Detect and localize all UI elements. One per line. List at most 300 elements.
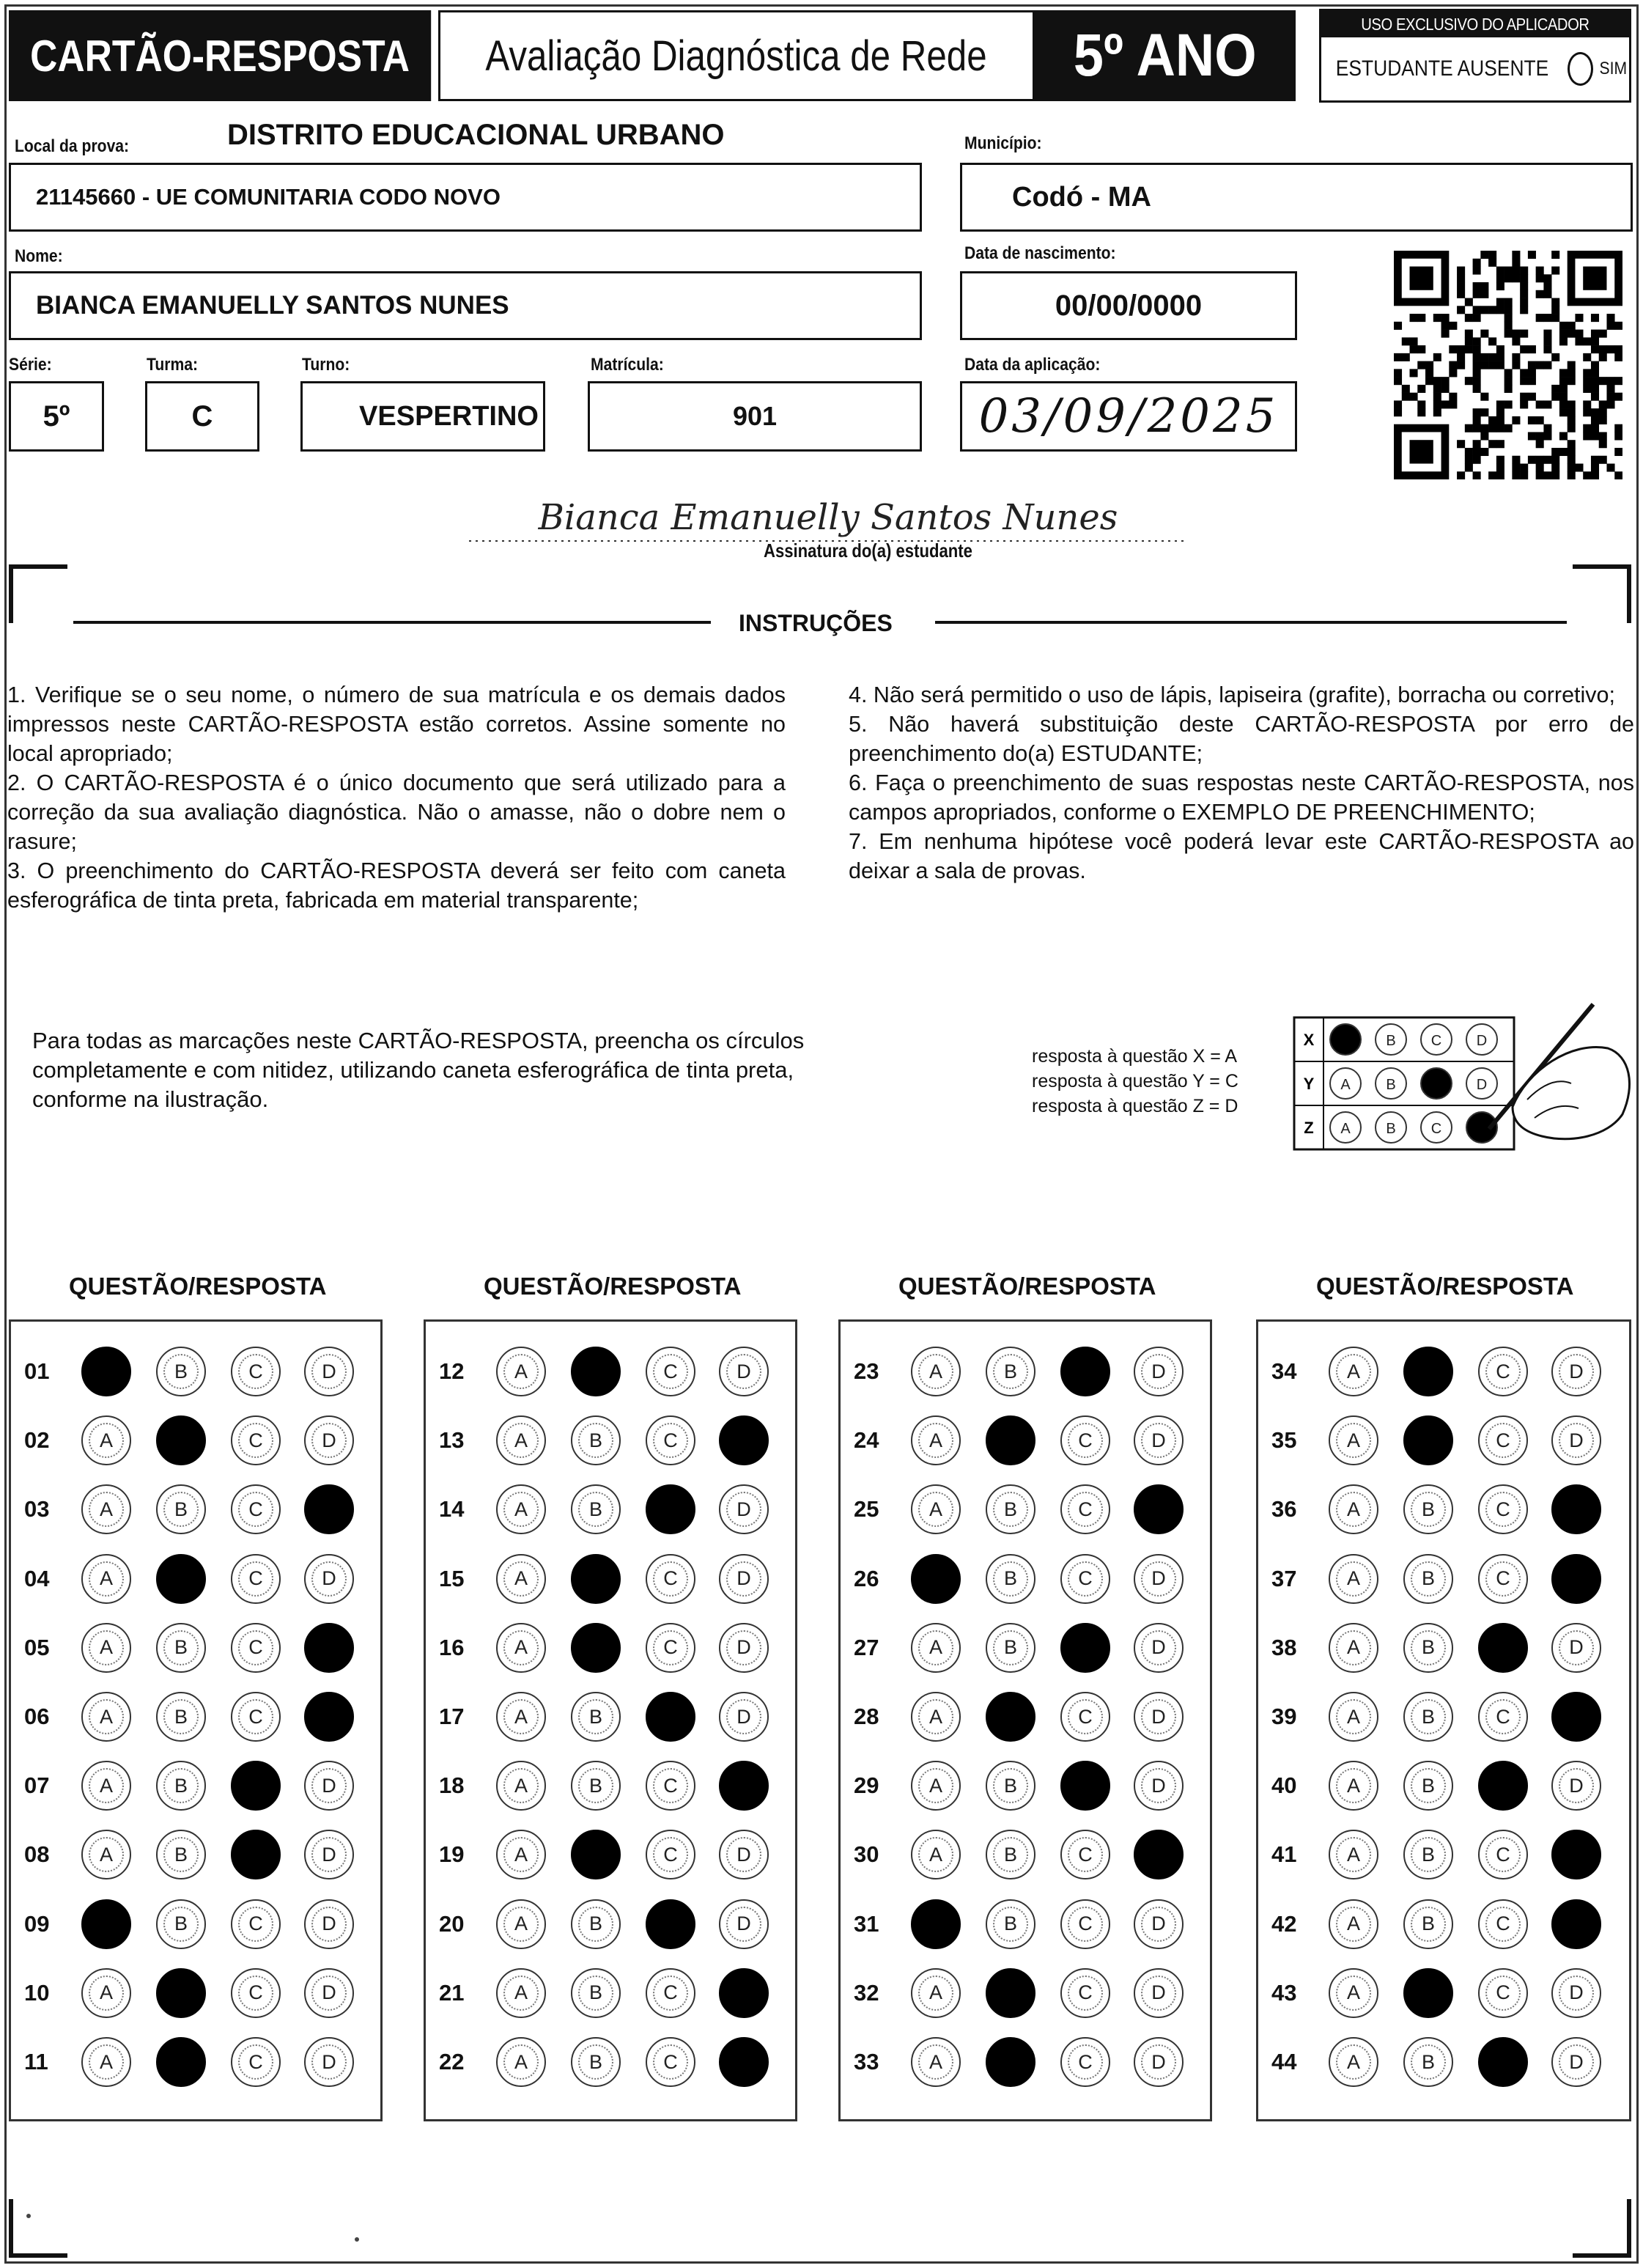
answer-bubble-34-d[interactable]: D: [1551, 1347, 1601, 1396]
answer-bubble-05-d[interactable]: D: [304, 1623, 354, 1673]
signature-caption: Assinatura do(a) estudante: [764, 540, 972, 562]
answer-bubble-07-a[interactable]: A: [81, 1761, 131, 1811]
instructions-left-column: [7, 680, 786, 915]
corner-mark-top-left: [9, 564, 67, 623]
answer-row-08: [11, 1825, 380, 1884]
question-number: 08: [24, 1841, 50, 1868]
answer-bubble-27-d[interactable]: D: [1134, 1623, 1184, 1673]
answer-row-20: [426, 1895, 795, 1954]
answer-row-19: [426, 1825, 795, 1884]
answer-bubble-29-b[interactable]: B: [986, 1761, 1035, 1811]
answer-bubble-06-b[interactable]: B: [156, 1692, 206, 1742]
answer-bubble-24-d[interactable]: D: [1134, 1415, 1184, 1465]
answer-bubble-04-a[interactable]: A: [81, 1554, 131, 1604]
answer-bubble-15-b[interactable]: B: [571, 1554, 621, 1604]
answer-row-35: [1258, 1411, 1629, 1470]
example-bubble-x-a: [1330, 1024, 1361, 1055]
answer-bubble-06-c[interactable]: C: [231, 1692, 281, 1742]
question-number: 23: [854, 1358, 879, 1384]
answer-row-38: [1258, 1619, 1629, 1677]
answer-bubble-36-a[interactable]: A: [1329, 1484, 1378, 1534]
answer-row-37: [1258, 1550, 1629, 1608]
answer-bubble-44-c[interactable]: C: [1478, 2037, 1528, 2087]
answer-bubble-18-a[interactable]: A: [496, 1761, 546, 1811]
answer-bubble-12-a[interactable]: A: [496, 1347, 546, 1396]
answer-bubble-14-c[interactable]: C: [646, 1484, 695, 1534]
answer-bubble-35-b[interactable]: B: [1403, 1415, 1453, 1465]
answer-bubble-34-b[interactable]: B: [1403, 1347, 1453, 1396]
question-number: 28: [854, 1704, 879, 1729]
answer-bubble-01-d[interactable]: D: [304, 1347, 354, 1396]
answer-bubble-32-a[interactable]: A: [911, 1968, 961, 2018]
answer-row-27: [841, 1619, 1210, 1677]
answer-bubble-39-d[interactable]: D: [1551, 1692, 1601, 1742]
example-label: resposta à questão Y = C: [1032, 1071, 1238, 1091]
answer-row-12: [426, 1342, 795, 1401]
question-number: 14: [439, 1496, 465, 1523]
question-number: 29: [854, 1772, 879, 1799]
answer-bubble-10-b[interactable]: B: [156, 1968, 206, 2018]
answer-bubble-05-c[interactable]: C: [231, 1623, 281, 1673]
answer-bubble-10-d[interactable]: D: [304, 1968, 354, 2018]
answer-bubble-02-c[interactable]: C: [231, 1415, 281, 1465]
answer-bubble-26-c[interactable]: C: [1060, 1554, 1110, 1604]
birth-date-label: Data de nascimento:: [964, 243, 1116, 263]
class-label: Turma:: [147, 355, 199, 375]
question-number: 37: [1271, 1565, 1297, 1591]
answer-bubble-21-b[interactable]: B: [571, 1968, 621, 2018]
answer-bubble-25-d[interactable]: D: [1134, 1484, 1184, 1534]
answer-bubble-44-a[interactable]: A: [1329, 2037, 1378, 2087]
answer-column-1: [9, 1319, 383, 2121]
answer-bubble-33-b[interactable]: B: [986, 2037, 1035, 2087]
answer-row-30: [841, 1825, 1210, 1884]
answer-bubble-23-b[interactable]: B: [986, 1347, 1035, 1396]
enrollment-field: 901: [588, 381, 922, 452]
answer-bubble-11-d[interactable]: D: [304, 2037, 354, 2087]
answer-bubble-04-d[interactable]: D: [304, 1554, 354, 1604]
answer-row-06: [11, 1687, 380, 1746]
enrollment-label: Matrícula:: [591, 355, 664, 375]
answer-bubble-23-c[interactable]: C: [1060, 1347, 1110, 1396]
answer-bubble-22-d[interactable]: D: [719, 2037, 769, 2087]
answer-bubble-26-b[interactable]: B: [986, 1554, 1035, 1604]
question-number: 24: [854, 1427, 879, 1454]
answer-bubble-35-c[interactable]: C: [1478, 1415, 1528, 1465]
question-number: 10: [24, 1979, 50, 2006]
answer-bubble-38-c[interactable]: C: [1478, 1623, 1528, 1673]
answer-bubble-41-b[interactable]: B: [1403, 1830, 1453, 1879]
answer-row-34: [1258, 1342, 1629, 1401]
answer-bubble-30-a[interactable]: A: [911, 1830, 961, 1879]
answer-bubble-01-c[interactable]: C: [231, 1347, 281, 1396]
question-number: 19: [439, 1841, 465, 1868]
answer-bubble-41-a[interactable]: A: [1329, 1830, 1378, 1879]
question-number: 18: [439, 1772, 465, 1799]
answer-bubble-20-a[interactable]: A: [496, 1899, 546, 1949]
answer-bubble-13-c[interactable]: C: [646, 1415, 695, 1465]
answer-row-22: [426, 2033, 795, 2091]
answer-bubble-20-c[interactable]: C: [646, 1899, 695, 1949]
answer-bubble-42-b[interactable]: B: [1403, 1899, 1453, 1949]
answer-bubble-19-b[interactable]: B: [571, 1830, 621, 1879]
answer-row-15: [426, 1550, 795, 1608]
absent-row: [1321, 37, 1629, 100]
answer-bubble-23-a[interactable]: A: [911, 1347, 961, 1396]
answer-bubble-43-b[interactable]: B: [1403, 1968, 1453, 2018]
question-number: 30: [854, 1841, 879, 1868]
answer-bubble-14-a[interactable]: A: [496, 1484, 546, 1534]
answer-bubble-36-d[interactable]: D: [1551, 1484, 1601, 1534]
corner-mark-top-right: [1573, 564, 1631, 623]
answer-row-43: [1258, 1964, 1629, 2022]
answer-bubble-14-d[interactable]: D: [719, 1484, 769, 1534]
answer-row-18: [426, 1756, 795, 1815]
question-number: 07: [24, 1772, 50, 1799]
answer-bubble-41-c[interactable]: C: [1478, 1830, 1528, 1879]
answer-bubble-39-b[interactable]: B: [1403, 1692, 1453, 1742]
answer-bubble-13-d[interactable]: D: [719, 1415, 769, 1465]
answer-bubble-07-d[interactable]: D: [304, 1761, 354, 1811]
question-number: 06: [24, 1704, 50, 1729]
grade-badge: 5º ANO: [1035, 10, 1296, 101]
answer-row-10: [11, 1964, 380, 2022]
question-number: 36: [1271, 1496, 1297, 1523]
question-number: 42: [1271, 1910, 1297, 1937]
column-heading-3: QUESTÃO/RESPOSTA: [898, 1273, 1156, 1300]
answer-bubble-24-a[interactable]: A: [911, 1415, 961, 1465]
answer-bubble-09-c[interactable]: C: [231, 1899, 281, 1949]
answer-bubble-09-d[interactable]: D: [304, 1899, 354, 1949]
answer-bubble-37-c[interactable]: C: [1478, 1554, 1528, 1604]
class-field: C: [145, 381, 259, 452]
answer-bubble-09-b[interactable]: B: [156, 1899, 206, 1949]
answer-row-17: [426, 1687, 795, 1746]
example-bubble-letter: B: [1386, 1077, 1396, 1093]
answer-column-4: [1256, 1319, 1631, 2121]
fill-example-illustration: [1293, 997, 1637, 1158]
example-label: resposta à questão X = A: [1032, 1046, 1238, 1067]
answer-row-04: [11, 1550, 380, 1608]
card-title: CARTÃO-RESPOSTA: [9, 10, 431, 101]
answer-row-16: [426, 1619, 795, 1677]
answer-bubble-17-b[interactable]: B: [571, 1692, 621, 1742]
answer-bubble-16-d[interactable]: D: [719, 1623, 769, 1673]
answer-bubble-06-d[interactable]: D: [304, 1692, 354, 1742]
answer-bubble-25-a[interactable]: A: [911, 1484, 961, 1534]
answer-bubble-24-b[interactable]: B: [986, 1415, 1035, 1465]
answer-bubble-42-a[interactable]: A: [1329, 1899, 1378, 1949]
answer-bubble-43-a[interactable]: A: [1329, 1968, 1378, 2018]
name-label: Nome:: [15, 246, 63, 266]
example-bubble-letter: B: [1386, 1121, 1396, 1137]
answer-bubble-01-a[interactable]: A: [81, 1347, 131, 1396]
municipality-field: Codó - MA: [960, 163, 1633, 232]
answer-bubble-40-d[interactable]: D: [1551, 1761, 1601, 1811]
answer-bubble-17-d[interactable]: D: [719, 1692, 769, 1742]
answer-bubble-07-b[interactable]: B: [156, 1761, 206, 1811]
answer-bubble-08-c[interactable]: C: [231, 1830, 281, 1879]
question-number: 39: [1271, 1704, 1297, 1729]
example-bubble-letter: A: [1340, 1121, 1351, 1137]
answer-bubble-08-d[interactable]: D: [304, 1830, 354, 1879]
answer-bubble-20-d[interactable]: D: [719, 1899, 769, 1949]
answer-bubble-12-d[interactable]: D: [719, 1347, 769, 1396]
answer-bubble-02-b[interactable]: B: [156, 1415, 206, 1465]
instructions-title: INSTRUÇÕES: [739, 610, 893, 636]
example-bubble-letter: B: [1386, 1033, 1396, 1049]
question-number: 44: [1271, 2049, 1297, 2074]
answer-bubble-01-b[interactable]: B: [156, 1347, 206, 1396]
question-number: 21: [439, 1979, 465, 2006]
answer-bubble-11-c[interactable]: C: [231, 2037, 281, 2087]
answer-bubble-37-b[interactable]: B: [1403, 1554, 1453, 1604]
answer-bubble-39-a[interactable]: A: [1329, 1692, 1378, 1742]
answer-bubble-10-c[interactable]: C: [231, 1968, 281, 2018]
example-question-label: X: [1303, 1031, 1315, 1049]
instruction-item: 6. Faça o preenchimento de suas respostas neste CARTÃO-RESPOSTA, nos campos apropriados, conforme o EXEMPLO DE PREENCHIMENTO;: [849, 770, 1634, 825]
answer-bubble-19-d[interactable]: D: [719, 1830, 769, 1879]
answer-bubble-30-d[interactable]: D: [1134, 1830, 1184, 1879]
answer-bubble-13-b[interactable]: B: [571, 1415, 621, 1465]
answer-bubble-44-d[interactable]: D: [1551, 2037, 1601, 2087]
answer-bubble-06-a[interactable]: A: [81, 1692, 131, 1742]
answer-bubble-11-b[interactable]: B: [156, 2037, 206, 2087]
answer-bubble-33-a[interactable]: A: [911, 2037, 961, 2087]
answer-bubble-16-b[interactable]: B: [571, 1623, 621, 1673]
column-heading-1: QUESTÃO/RESPOSTA: [69, 1273, 327, 1300]
answer-bubble-21-d[interactable]: D: [719, 1968, 769, 2018]
instructions-divider-right: [935, 621, 1567, 624]
exam-location-field: 21145660 - UE COMUNITARIA CODO NOVO: [9, 163, 922, 232]
answer-bubble-43-c[interactable]: C: [1478, 1968, 1528, 2018]
question-number: 38: [1271, 1634, 1297, 1660]
column-heading-4: QUESTÃO/RESPOSTA: [1316, 1273, 1574, 1300]
instruction-item: 5. Não haverá substituição deste CARTÃO-RESPOSTA por erro de preenchimento do(a) ESTUDANTE;: [849, 712, 1634, 766]
answer-bubble-12-b[interactable]: B: [571, 1347, 621, 1396]
answer-bubble-22-c[interactable]: C: [646, 2037, 695, 2087]
birth-date-field: 00/00/0000: [960, 271, 1297, 340]
application-date-label: Data da aplicação:: [964, 355, 1101, 375]
answer-bubble-25-c[interactable]: C: [1060, 1484, 1110, 1534]
answer-bubble-28-a[interactable]: A: [911, 1692, 961, 1742]
answer-column-3: [838, 1319, 1212, 2121]
answer-bubble-15-c[interactable]: C: [646, 1554, 695, 1604]
answer-bubble-12-c[interactable]: C: [646, 1347, 695, 1396]
answer-bubble-28-b[interactable]: B: [986, 1692, 1035, 1742]
answer-bubble-35-d[interactable]: D: [1551, 1415, 1601, 1465]
answer-row-02: [11, 1411, 380, 1470]
answer-bubble-28-c[interactable]: C: [1060, 1692, 1110, 1742]
answer-bubble-23-d[interactable]: D: [1134, 1347, 1184, 1396]
answer-bubble-02-a[interactable]: A: [81, 1415, 131, 1465]
assessment-title: Avaliação Diagnóstica de Rede: [438, 10, 1035, 101]
instruction-item: 4. Não será permitido o uso de lápis, lapiseira (grafite), borracha ou corretivo;: [849, 682, 1615, 707]
answer-bubble-32-b[interactable]: B: [986, 1968, 1035, 2018]
grade-field: 5º: [9, 381, 104, 452]
instruction-item: 7. Em nenhuma hipótese você poderá levar este CARTÃO-RESPOSTA ao deixar a sala de provas.: [849, 829, 1634, 883]
answer-bubble-02-d[interactable]: D: [304, 1415, 354, 1465]
answer-bubble-19-a[interactable]: A: [496, 1830, 546, 1879]
answer-bubble-10-a[interactable]: A: [81, 1968, 131, 2018]
answer-row-21: [426, 1964, 795, 2022]
answer-bubble-31-c[interactable]: C: [1060, 1899, 1110, 1949]
answer-row-11: [11, 2033, 380, 2091]
answer-row-42: [1258, 1895, 1629, 1954]
absent-label: ESTUDANTE AUSENTE: [1335, 56, 1549, 81]
answer-bubble-18-b[interactable]: B: [571, 1761, 621, 1811]
district-name: DISTRITO EDUCACIONAL URBANO: [227, 119, 725, 151]
answer-bubble-40-b[interactable]: B: [1403, 1761, 1453, 1811]
answer-row-36: [1258, 1480, 1629, 1539]
answer-bubble-20-b[interactable]: B: [571, 1899, 621, 1949]
answer-bubble-24-c[interactable]: C: [1060, 1415, 1110, 1465]
answer-row-13: [426, 1411, 795, 1470]
answer-bubble-28-d[interactable]: D: [1134, 1692, 1184, 1742]
question-number: 31: [854, 1910, 879, 1937]
answer-bubble-40-a[interactable]: A: [1329, 1761, 1378, 1811]
answer-bubble-15-d[interactable]: D: [719, 1554, 769, 1604]
answer-bubble-13-a[interactable]: A: [496, 1415, 546, 1465]
answer-bubble-43-d[interactable]: D: [1551, 1968, 1601, 2018]
answer-bubble-16-a[interactable]: A: [496, 1623, 546, 1673]
answer-bubble-38-a[interactable]: A: [1329, 1623, 1378, 1673]
answer-bubble-07-c[interactable]: C: [231, 1761, 281, 1811]
answer-bubble-18-c[interactable]: C: [646, 1761, 695, 1811]
question-number: 40: [1271, 1772, 1297, 1799]
column-heading-2: QUESTÃO/RESPOSTA: [484, 1273, 742, 1300]
answer-bubble-03-b[interactable]: B: [156, 1484, 206, 1534]
answer-bubble-27-a[interactable]: A: [911, 1623, 961, 1673]
answer-row-28: [841, 1687, 1210, 1746]
answer-bubble-31-d[interactable]: D: [1134, 1899, 1184, 1949]
answer-bubble-31-b[interactable]: B: [986, 1899, 1035, 1949]
question-number: 17: [439, 1704, 465, 1729]
answer-bubble-29-c[interactable]: C: [1060, 1761, 1110, 1811]
corner-mark-bottom-left: [9, 2199, 67, 2258]
answer-row-41: [1258, 1825, 1629, 1884]
question-number: 20: [439, 1910, 465, 1937]
answer-bubble-34-a[interactable]: A: [1329, 1347, 1378, 1396]
answer-bubble-17-c[interactable]: C: [646, 1692, 695, 1742]
example-bubble-letter: A: [1340, 1077, 1351, 1093]
answer-bubble-33-c[interactable]: C: [1060, 2037, 1110, 2087]
answer-bubble-27-c[interactable]: C: [1060, 1623, 1110, 1673]
answer-bubble-38-b[interactable]: B: [1403, 1623, 1453, 1673]
fill-instructions-note: Para todas as marcações neste CARTÃO-RESPOSTA, preencha os círculos completamente e com nitidez, utilizando caneta esferográfica de tinta preta, conforme na ilustração.: [32, 1028, 805, 1112]
answer-row-09: [11, 1895, 380, 1954]
answer-bubble-16-c[interactable]: C: [646, 1623, 695, 1673]
answer-bubble-39-c[interactable]: C: [1478, 1692, 1528, 1742]
grade-label: Série:: [9, 355, 52, 375]
answer-bubble-29-d[interactable]: D: [1134, 1761, 1184, 1811]
answer-bubble-14-b[interactable]: B: [571, 1484, 621, 1534]
example-bubble-letter: D: [1476, 1077, 1488, 1093]
answer-bubble-37-a[interactable]: A: [1329, 1554, 1378, 1604]
answer-bubble-18-d[interactable]: D: [719, 1761, 769, 1811]
answer-bubble-04-b[interactable]: B: [156, 1554, 206, 1604]
answer-bubble-03-d[interactable]: D: [304, 1484, 354, 1534]
answer-bubble-42-d[interactable]: D: [1551, 1899, 1601, 1949]
answer-bubble-35-a[interactable]: A: [1329, 1415, 1378, 1465]
answer-bubble-32-c[interactable]: C: [1060, 1968, 1110, 2018]
answer-row-33: [841, 2033, 1210, 2091]
answer-bubble-29-a[interactable]: A: [911, 1761, 961, 1811]
answer-bubble-22-a[interactable]: A: [496, 2037, 546, 2087]
answer-bubble-19-c[interactable]: C: [646, 1830, 695, 1879]
answer-bubble-25-b[interactable]: B: [986, 1484, 1035, 1534]
answer-bubble-08-a[interactable]: A: [81, 1830, 131, 1879]
question-number: 41: [1271, 1841, 1297, 1868]
absent-yes-label: SIM: [1599, 59, 1628, 78]
answer-row-29: [841, 1756, 1210, 1815]
answer-row-31: [841, 1895, 1210, 1954]
answer-bubble-42-c[interactable]: C: [1478, 1899, 1528, 1949]
answer-bubble-32-d[interactable]: D: [1134, 1968, 1184, 2018]
answer-bubble-22-b[interactable]: B: [571, 2037, 621, 2087]
absent-checkbox[interactable]: [1568, 52, 1593, 86]
answer-bubble-21-c[interactable]: C: [646, 1968, 695, 2018]
question-number: 12: [439, 1358, 465, 1384]
example-question-label: Y: [1303, 1075, 1315, 1093]
answer-bubble-11-a[interactable]: A: [81, 2037, 131, 2087]
shift-field: VESPERTINO: [300, 381, 545, 452]
answer-bubble-38-d[interactable]: D: [1551, 1623, 1601, 1673]
answer-bubble-21-a[interactable]: A: [496, 1968, 546, 2018]
answer-bubble-34-c[interactable]: C: [1478, 1347, 1528, 1396]
answer-bubble-33-d[interactable]: D: [1134, 2037, 1184, 2087]
question-number: 03: [24, 1496, 50, 1523]
answer-bubble-04-c[interactable]: C: [231, 1554, 281, 1604]
question-number: 04: [24, 1565, 50, 1591]
answer-bubble-36-c[interactable]: C: [1478, 1484, 1528, 1534]
example-label: resposta à questão Z = D: [1032, 1096, 1238, 1116]
answer-bubble-36-b[interactable]: B: [1403, 1484, 1453, 1534]
answer-bubble-41-d[interactable]: D: [1551, 1830, 1601, 1879]
answer-bubble-27-b[interactable]: B: [986, 1623, 1035, 1673]
answer-bubble-03-c[interactable]: C: [231, 1484, 281, 1534]
exam-location-label: Local da prova:: [15, 136, 130, 156]
answer-bubble-26-d[interactable]: D: [1134, 1554, 1184, 1604]
answer-bubble-31-a[interactable]: A: [911, 1899, 961, 1949]
answer-row-32: [841, 1964, 1210, 2022]
answer-bubble-44-b[interactable]: B: [1403, 2037, 1453, 2087]
answer-row-14: [426, 1480, 795, 1539]
answer-bubble-37-d[interactable]: D: [1551, 1554, 1601, 1604]
question-number: 13: [439, 1427, 465, 1454]
corner-mark-bottom-right: [1573, 2199, 1631, 2258]
answer-bubble-09-a[interactable]: A: [81, 1899, 131, 1949]
answer-bubble-17-a[interactable]: A: [496, 1692, 546, 1742]
answer-bubble-30-c[interactable]: C: [1060, 1830, 1110, 1879]
answer-row-05: [11, 1619, 380, 1677]
answer-bubble-08-b[interactable]: B: [156, 1830, 206, 1879]
question-number: 01: [24, 1358, 50, 1384]
answer-row-01: [11, 1342, 380, 1401]
instruction-item: 1. Verifique se o seu nome, o número de sua matrícula e os demais dados impressos neste CARTÃO-RESPOSTA estão corretos. Assine somente no local apropriado;: [7, 682, 786, 766]
answer-bubble-15-a[interactable]: A: [496, 1554, 546, 1604]
answer-bubble-40-c[interactable]: C: [1478, 1761, 1528, 1811]
question-number: 34: [1271, 1358, 1297, 1384]
answer-bubble-05-a[interactable]: A: [81, 1623, 131, 1673]
answer-bubble-26-a[interactable]: A: [911, 1554, 961, 1604]
answer-row-39: [1258, 1687, 1629, 1746]
answer-bubble-30-b[interactable]: B: [986, 1830, 1035, 1879]
answer-bubble-03-a[interactable]: A: [81, 1484, 131, 1534]
answer-bubble-05-b[interactable]: B: [156, 1623, 206, 1673]
answer-row-24: [841, 1411, 1210, 1470]
question-number: 25: [854, 1496, 879, 1523]
